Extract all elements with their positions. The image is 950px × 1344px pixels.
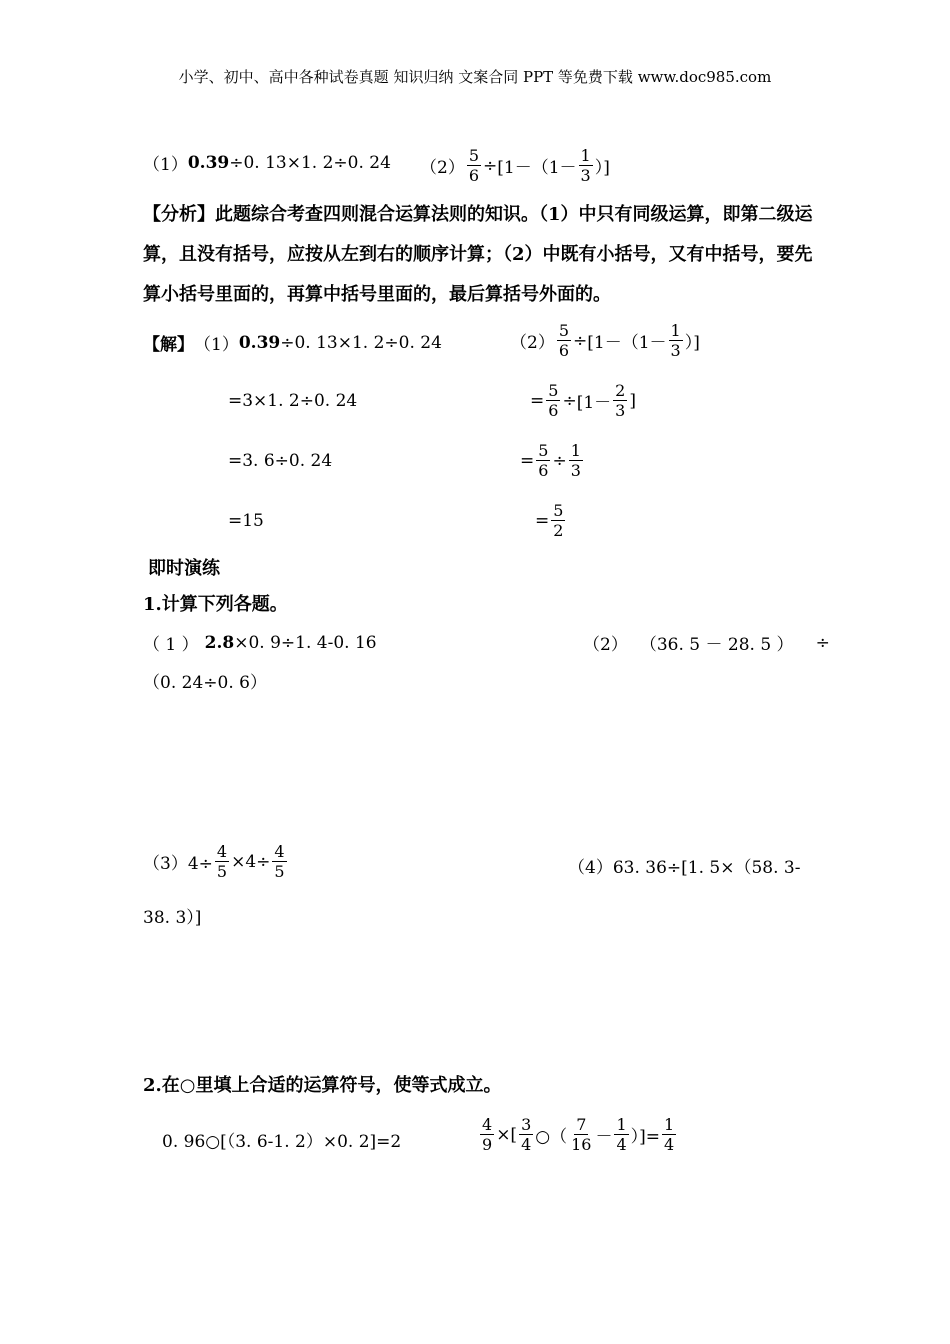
fraction-three-quarters: $\frac{3}{4}$	[521, 1115, 532, 1154]
example-problem-2	[420, 146, 610, 185]
equals: =	[535, 510, 550, 531]
expression: ÷0. 13×1. 2÷0. 24	[280, 332, 442, 353]
label: （1）	[143, 155, 188, 175]
analysis-paragraph	[143, 195, 813, 315]
expression: ）]=	[630, 1127, 661, 1147]
number: 2.8	[204, 632, 235, 653]
label: （2）	[510, 333, 555, 353]
solution-1-step-1: =3×1. 2÷0. 24	[228, 391, 358, 411]
question-2-title: 2.在○里填上合适的运算符号，使等式成立。	[143, 1075, 502, 1096]
solution-2-step-3	[535, 501, 567, 540]
question-2b	[478, 1115, 678, 1154]
solution-1-step-3: =15	[228, 511, 264, 531]
number: 0.39	[187, 152, 230, 173]
question-1-title: 1.计算下列各题。	[143, 594, 288, 615]
divide-sign: ÷	[562, 390, 577, 411]
divide-sign: ÷	[552, 450, 567, 471]
analysis-text: 此题综合考查四则混合运算法则的知识。（1）中只有同级运算，即第二级运算，且没有括号，应按从左到右的顺序计算；（2）中既有小括号，又有中括号，要先算小括号里面的，再算中括号里面的，最后算括号外面的。	[143, 204, 813, 305]
fraction-one-quarter: $\frac{1}{4}$	[616, 1115, 627, 1154]
expression: ×4÷	[231, 851, 271, 872]
label: （2）	[420, 158, 465, 178]
fraction-four-fifths: $\frac{4}{5}$	[216, 842, 228, 881]
fraction-one-quarter: $\frac{1}{4}$	[664, 1115, 675, 1154]
practice-title: 即时演练	[148, 558, 220, 579]
fraction-five-sixths: $\frac{5}{6}$	[558, 321, 570, 360]
expression-end: ）]	[594, 158, 610, 178]
fraction-one-third: $\frac{1}{3}$	[570, 441, 581, 480]
minus-sign: －	[595, 1127, 613, 1147]
label: （2）	[583, 635, 628, 655]
fraction-four-fifths: $\frac{4}{5}$	[274, 842, 285, 881]
fraction-five-sixths: $\frac{5}{6}$	[548, 381, 559, 420]
question-1a	[143, 630, 377, 655]
solution-2-step-2	[520, 441, 585, 480]
solution-1-step-2: =3. 6÷0. 24	[228, 451, 333, 471]
equals: =	[530, 390, 545, 411]
analysis-tag: 【分析】	[143, 204, 215, 225]
expression: [1－（1－	[587, 333, 667, 353]
number: 0.39	[238, 332, 281, 353]
expression: ÷0. 13×1. 2÷0. 24	[229, 152, 391, 173]
label: （1）	[194, 335, 239, 355]
expression: （36. 5 － 28. 5 ）	[639, 635, 794, 655]
question-1b	[583, 630, 830, 655]
expression: ×0. 9÷1. 4-0. 16	[234, 632, 377, 653]
page-header: 小学、初中、高中各种试卷真题 知识归纳 文案合同 PPT 等免费下载 www.doc985.com	[178, 68, 772, 86]
expression: （3）4÷	[143, 854, 213, 874]
divide-sign: ÷	[573, 330, 588, 351]
solution-tag: 【解】	[143, 335, 194, 355]
divide-sign: ÷	[483, 155, 498, 176]
fraction-four-ninths: $\frac{4}{9}$	[482, 1115, 493, 1154]
expression-end: ]	[629, 390, 636, 411]
question-2a: 0. 96○[（3. 6-1. 2）×0. 2]=2	[162, 1132, 402, 1152]
fraction-five-halves: $\frac{5}{2}$	[553, 501, 564, 540]
label: （ 1 ）	[143, 635, 199, 655]
question-1b-continued: （0. 24÷0. 6）	[143, 673, 267, 693]
question-1d-continued: 38. 3）]	[143, 908, 202, 928]
example-problem-1	[143, 150, 391, 175]
fraction-five-sixths: $\frac{5}{6}$	[538, 441, 549, 480]
fraction-five-sixths: $\frac{5}{6}$	[468, 146, 480, 185]
solution-2-step-1	[530, 381, 636, 420]
equals: =	[520, 450, 535, 471]
fraction-one-third: $\frac{1}{3}$	[580, 146, 591, 185]
question-1d: （4）63. 36÷[1. 5×（58. 3-	[568, 858, 801, 878]
expression: [1－（1－	[497, 158, 577, 178]
expression: ○（	[535, 1127, 568, 1147]
fraction-one-third: $\frac{1}{3}$	[670, 321, 681, 360]
question-1c	[143, 842, 289, 881]
fraction-two-thirds: $\frac{2}{3}$	[615, 381, 626, 420]
solution-1-line	[143, 330, 442, 355]
fraction-seven-sixteenths: $\frac{7}{16}$	[571, 1115, 592, 1154]
solution-2-line	[510, 321, 700, 360]
expression: [1－	[576, 393, 612, 413]
expression-end: ）]	[684, 333, 700, 353]
divide-sign: ÷	[815, 632, 830, 653]
expression: ×[	[496, 1124, 518, 1145]
